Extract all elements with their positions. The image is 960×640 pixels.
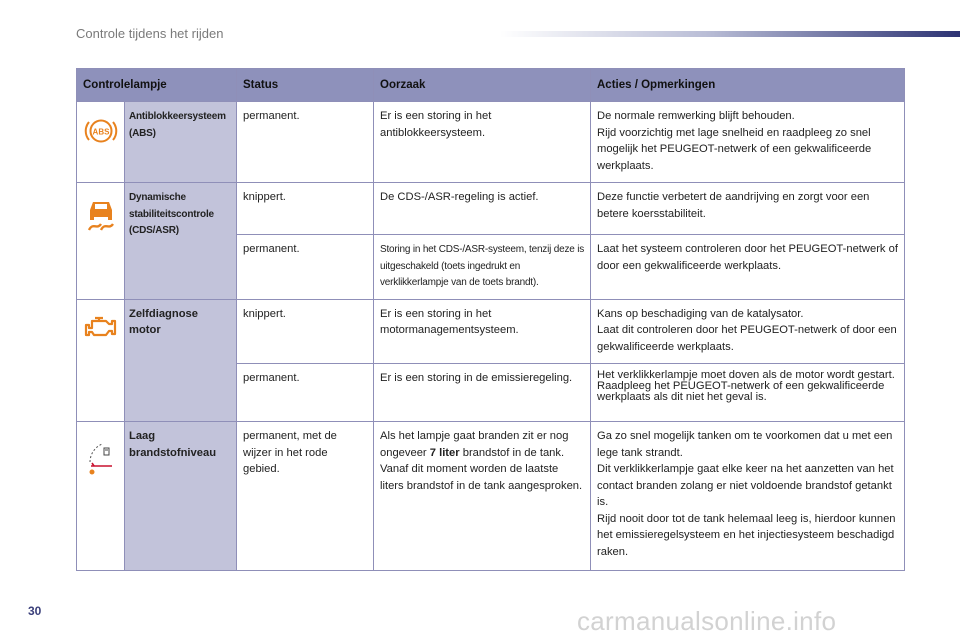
cds-name-cell (125, 183, 237, 300)
cds-status-1: knippert. (237, 183, 374, 235)
cds-actions-1: Deze functie verbetert de aandrijving en zorgt voor een betere koersstabiliteit. (591, 183, 905, 235)
table-row (77, 422, 905, 571)
table-row (77, 102, 905, 183)
engine-actions-2 (591, 364, 905, 422)
abs-light-name: Antiblokkeersysteem (ABS) (129, 111, 226, 139)
fuel-name-cell (125, 422, 237, 571)
abs-actions (591, 102, 905, 183)
watermark-text: carmanualsonline.info (577, 606, 837, 636)
fuel-action-2: Dit verklikkerlampje gaat elke keer na het aanzetten van het contact branden zolang er niet voldoende brandstof getankt is. (597, 463, 894, 508)
fuel-cause-1 (380, 428, 584, 461)
fuel-gauge-icon (84, 467, 118, 479)
abs-warning-icon (84, 127, 118, 149)
fuel-status: permanent, met de wijzer in het rode gebied. (237, 422, 374, 571)
fuel-icon-cell (77, 422, 125, 571)
engine-name-cell (125, 299, 237, 422)
warning-lights-table (76, 68, 905, 571)
fuel-cause-pre: Als het lampje gaat branden zit er nog ongeveer (380, 430, 569, 459)
fuel-cause (374, 422, 591, 571)
cds-light-name: Dynamische stabiliteitscontrole (CDS/ASR) (129, 192, 214, 236)
engine-action-2a: Het verklikkerlampje moet doven als de motor wordt gestart. (597, 369, 895, 381)
fuel-actions (591, 422, 905, 571)
engine-icon-cell (77, 299, 125, 422)
engine-action-1b: Laat dit controleren door het PEUGEOT-netwerk of door een gekwalificeerde werkplaats. (597, 324, 897, 353)
table-row (77, 299, 905, 364)
engine-action-2b: Raadpleeg het PEUGEOT-netwerk of een gekwalificeerde werkplaats als dit niet het geval is. (597, 380, 885, 403)
abs-icon-cell (77, 102, 125, 183)
fuel-cause-post: brandstof in de tank. (459, 446, 565, 459)
cds-cause-2: Storing in het CDS-/ASR-systeem, tenzij deze is uitgeschakeld (toets ingedrukt en verklikkerlampje van de toets brandt). (380, 244, 585, 288)
engine-status-2: permanent. (237, 364, 374, 422)
cds-status-2: permanent. (237, 235, 374, 300)
table-header-row (77, 69, 905, 102)
column-header-controlelampje: Controlelampje (77, 69, 237, 102)
engine-action-1a: Kans op beschadiging van de katalysator. (597, 307, 804, 320)
column-header-status: Status (237, 69, 374, 102)
fuel-cause-bold: 7 liter (429, 446, 460, 459)
engine-cause-1: Er is een storing in het motormanagementsysteem. (374, 299, 591, 364)
abs-status: permanent. (237, 102, 374, 183)
fuel-cause-2: Vanaf dit moment worden de laatste liters brandstof in de tank aangesproken. (380, 463, 583, 492)
engine-actions-1 (591, 299, 905, 364)
engine-cause-2: Er is een storing in de emissieregeling. (374, 364, 591, 422)
engine-status-1: knippert. (237, 299, 374, 364)
page-header-title: Controle tijdens het rijden (76, 26, 224, 41)
header-gradient-bar (500, 31, 960, 37)
abs-name-cell (125, 102, 237, 183)
cds-actions-2: Laat het systeem controleren door het PEUGEOT-netwerk of door een gekwalificeerde werkplaats. (591, 235, 905, 300)
abs-cause: Er is een storing in het antiblokkeersysteem. (374, 102, 591, 183)
engine-light-name: Zelfdiagnose motor (129, 307, 198, 336)
column-header-oorzaak: Oorzaak (374, 69, 591, 102)
fuel-action-3: Rijd nooit door tot de tank helemaal leeg is, hierdoor kunnen het emissieregelsysteem en het injectiesysteem beschadigd raken. (597, 512, 896, 558)
column-header-acties: Acties / Opmerkingen (591, 69, 905, 102)
cds-cause-2-cell (374, 235, 591, 300)
page-number: 30 (28, 604, 42, 618)
cds-icon-cell (77, 183, 125, 300)
stability-control-icon (84, 224, 118, 236)
cds-cause-1: De CDS-/ASR-regeling is actief. (374, 183, 591, 235)
abs-icon-label: ABS (92, 127, 109, 137)
abs-action-1: De normale remwerking blijft behouden. (597, 110, 795, 122)
fuel-light-name: Laag brandstofniveau (129, 430, 217, 459)
fuel-action-1: Ga zo snel mogelijk tanken om te voorkomen dat u met een lege tank strandt. (597, 430, 893, 459)
abs-action-2: Rijd voorzichtig met lage snelheid en raadpleeg zo snel mogelijk het PEUGEOT-netwerk of een gekwalificeerde werkplaats. (597, 126, 872, 172)
table-row (77, 183, 905, 235)
engine-check-icon (84, 331, 118, 343)
